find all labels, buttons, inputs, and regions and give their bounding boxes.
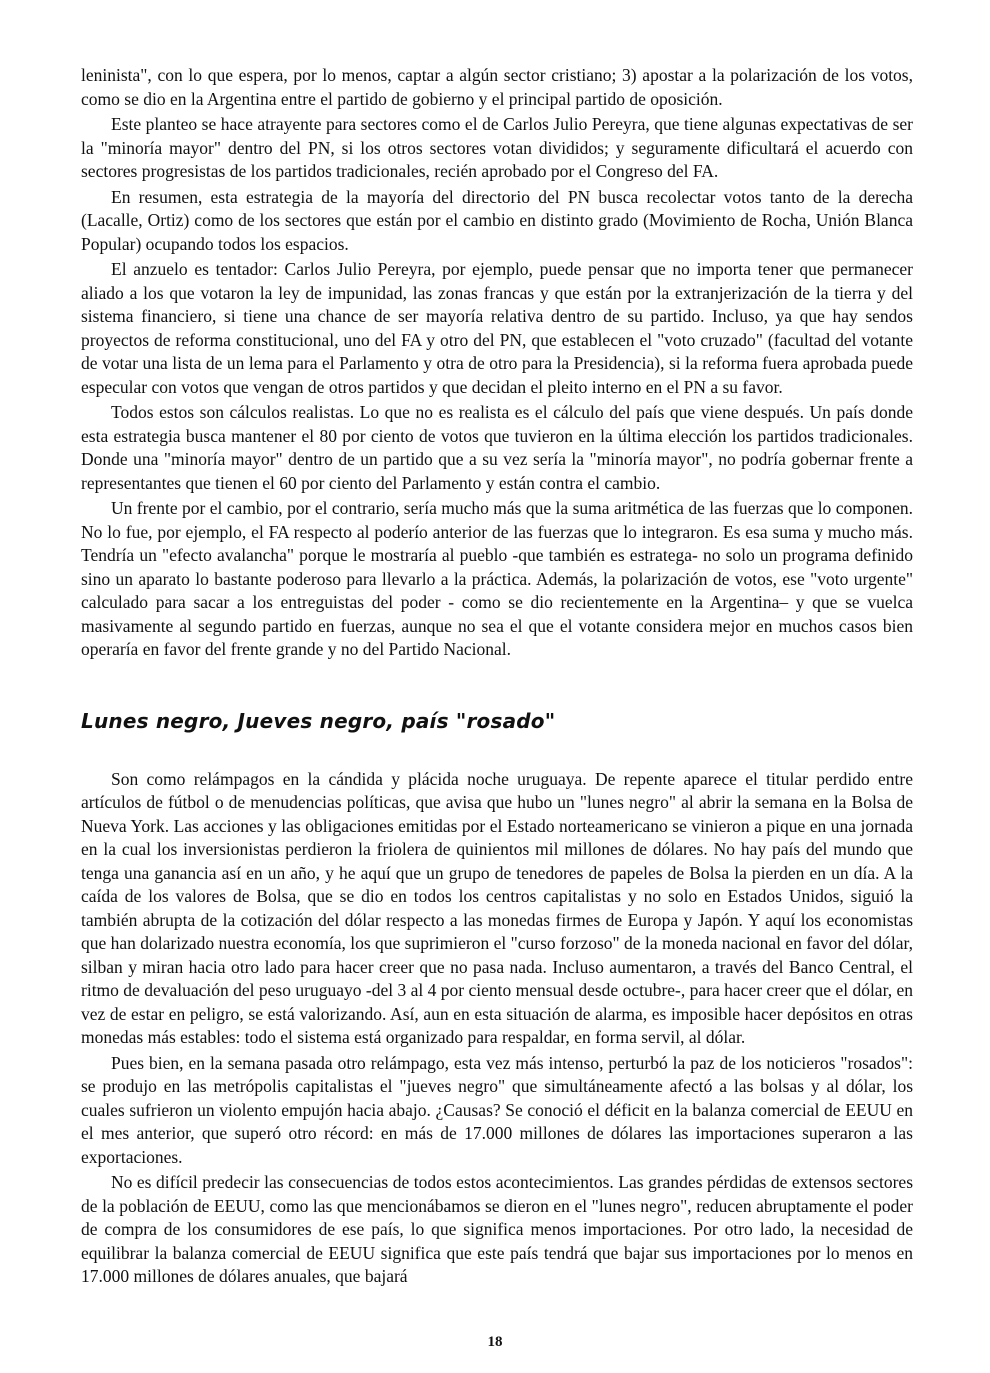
paragraph-1: leninista", con lo que espera, por lo menos, captar a algún sector cristiano; 3) apostar a la polarización de los votos, como se dio en la Argentina entre el partido de gobierno y el principal partido de oposición. — [81, 65, 913, 109]
section-paragraph-1: Son como relámpagos en la cándida y plácida noche uruguaya. De repente aparece el titular perdido entre artículos de fútbol o de menudencias políticas, que avisa que hubo un "lunes negro" al abrir la semana en la Bolsa de Nueva York. Las acciones y las obligaciones emitidas por el Estado norteamericano se vinieron a pique en una jornada en la cual los inversionistas perdieron la friolera de quinientos mil millones de dólares. No hay país del mundo que tenga una ganancia así en un año, y he aquí que un grupo de tenedores de papeles de Bolsa la pierden en un día. A la caída de los valores de Bolsa, que se dio en todos los centros capitalistas y no solo en Estados Unidos, siguió la también abrupta de la cotización del dólar respecto a las monedas firmes de Europa y Japón. Y aquí los economistas que han dolarizado nuestra economía, los que suprimieron el "curso forzoso" de la moneda nacional en favor del dólar, silban y miran hacia otro lado para hacer creer que no pasa nada. Incluso aumentaron, a través del Banco Central, el ritmo de devaluación del peso uruguayo -del 3 al 4 por ciento mensual desde octubre-, para hacer creer que el dólar, en vez de estar en peligro, se está valorizando. Así, aun en esta situación de alarma, es imposible hacer depósitos en otras monedas más estables: todo el sistema está organizado para respaldar, en forma servil, al dólar. — [81, 768, 913, 1047]
page-number: 18 — [487, 1334, 503, 1350]
paragraph-4: El anzuelo es tentador: Carlos Julio Pereyra, por ejemplo, puede pensar que no importa tener que permanecer aliado a los que votaron la ley de impunidad, las zonas francas y que están por la extranjerización de la tierra y del sistema financiero, si tiene una chance de ser mayoría relativa dentro de su partido. Incluso, ya que hay sendos proyectos de reforma constitucional, uno del FA y otro del PN, que establecen el "voto cruzado" (facultad del votante de votar una lista de un lema para el Parlamento y otra de otro para la Presidencia), si la reforma fuera aprobada puede especular con votos que vengan de otros partidos y que decidan el pleito interno en el PN a su favor. — [81, 259, 913, 397]
paragraph-6: Un frente por el cambio, por el contrario, sería mucho más que la suma aritmética de las fuerzas que lo componen. No lo fue, por ejemplo, el FA respecto al poderío anterior de las fuerzas que lo integraron. Es esa suma y mucho más. Tendría un "efecto avalancha" porque le mostraría al pueblo -que también es estratega- no solo un programa definido sino un aparato lo bastante poderoso para llevarlo a la práctica. Además, la polarización de votos, ese "voto urgente" calculado para sacar a los entreguistas del poder - como se dio recientemente en la Argentina– y que se vuelca masivamente al segundo partido en fuerzas, aunque no sea el que el votante considera mejor en muchos casos bien operaría en favor del frente grande y no del Partido Nacional. — [81, 498, 913, 659]
section-paragraph-2: Pues bien, en la semana pasada otro relámpago, esta vez más intenso, perturbó la paz de los noticieros "rosados": se produjo en las metrópolis capitalistas el "jueves negro" que simultáneamente afectó a las bolsas y al dólar, los cuales sufrieron un violento empujón hacia abajo. ¿Causas? Se conoció el déficit en la balanza comercial de EEUU en el mes anterior, que superó otro récord: en más de 17.000 millones de dólares las importaciones superaron a las exportaciones. — [81, 1052, 913, 1167]
article-page — [81, 64, 913, 1291]
paragraph-3: En resumen, esta estrategia de la mayoría del directorio del PN busca recolectar votos tanto de la derecha (Lacalle, Ortiz) como de los sectores que están por el cambio en distinto grado (Movimiento de Rocha, Unión Blanca Popular) ocupando todos los espacios. — [81, 186, 913, 254]
section-body — [81, 768, 913, 1289]
paragraph-5: Todos estos son cálculos realistas. Lo que no es realista es el cálculo del país que viene después. Un país donde esta estrategia busca mantener el 80 por ciento de votos que tuvieron en la última elección los partidos tradicionales. Donde una "minoría mayor" dentro de un partido que a su vez sería la "minoría mayor", no podría gobernar frente a representantes que tienen el 60 por ciento del Parlamento y están contra el cambio. — [81, 402, 913, 493]
section-paragraph-3: No es difícil predecir las consecuencias de todos estos acontecimientos. Las grandes pérdidas de extensos sectores de la población de EEUU, como las que mencionábamos se dieron en el "lunes negro", reducen abruptamente el poder de compra de los consumidores de ese país, lo que significa menos importaciones. Por otro lado, la necesidad de equilibrar la balanza comercial de EEUU significa que este país tendrá que bajar sus importaciones por lo menos en 17.000 millones de dólares anuales, que bajará — [81, 1172, 913, 1286]
paragraph-2: Este planteo se hace atrayente para sectores como el de Carlos Julio Pereyra, que tiene algunas expectativas de ser la "minoría mayor" dentro del PN, si los otros sectores votan divididos; y seguramente dificultará el acuerdo con sectores progresistas de los partidos tradicionales, recién aprobado por el Congreso del FA. — [81, 114, 913, 181]
section-heading: Lunes negro, Jueves negro, país "rosado" — [81, 708, 556, 733]
